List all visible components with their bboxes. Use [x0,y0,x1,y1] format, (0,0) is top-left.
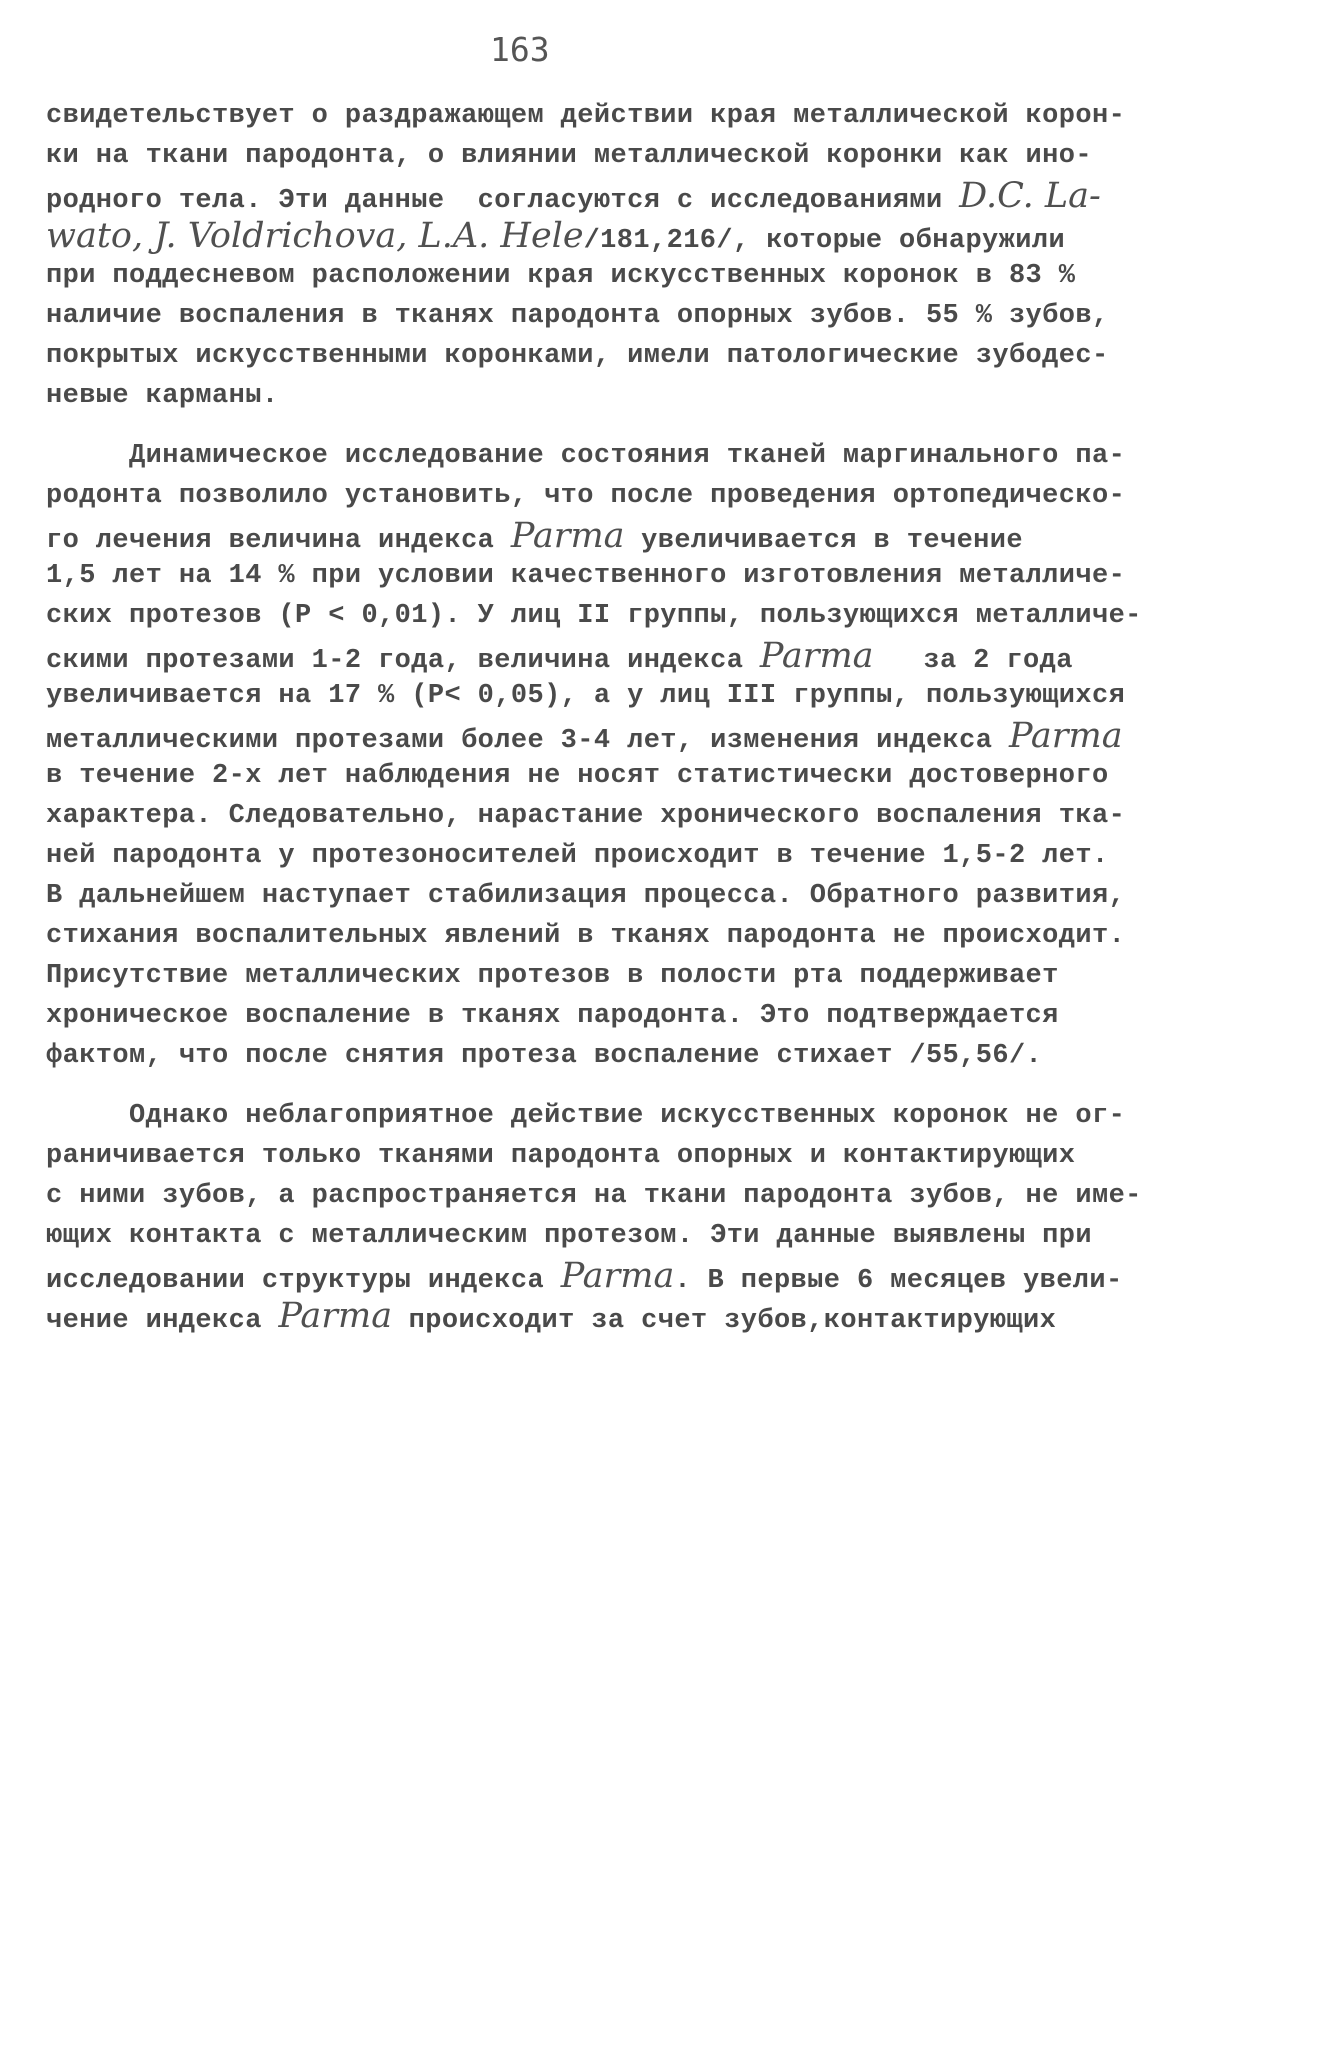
typed-text: невые карманы. [46,381,279,411]
typed-text: /181,216/, которые обнаружили [583,226,1066,256]
typed-text: за 2 года [873,646,1073,676]
handwritten-insert: Parma [560,1256,675,1296]
typed-text: го лечения величина индекса [46,526,511,556]
text-line [46,176,1286,216]
text-line [46,716,1286,756]
typed-text: родонта позволило установить, что после проведения ортопедическо- [46,481,1126,511]
typed-text: с ними зубов, а распространяется на ткани пародонта зубов, не име- [46,1181,1142,1211]
handwritten-insert: Parma [510,516,625,556]
typed-text: ющих контакта с металлическим протезом. Эти данные выявлены при [46,1221,1092,1251]
text-line [46,1096,1286,1136]
text-line [46,216,1286,256]
body-text [46,96,1286,1336]
text-line [46,1256,1286,1296]
typed-text: покрытых искусственными коронками, имели патологические зубодес- [46,341,1109,371]
handwritten-insert: wato, J. Voldrichova, L.A. Hele [46,216,584,256]
text-line [46,636,1286,676]
text-line [46,956,1286,996]
text-line [46,556,1286,596]
text-line [46,836,1286,876]
text-line [46,676,1286,716]
typed-text: Динамическое исследование состояния тканей маргинального па- [46,441,1126,471]
text-line [46,916,1286,956]
text-line [46,1176,1286,1216]
text-line [46,336,1286,376]
text-line [46,436,1286,476]
typed-text: увеличивается на 17 % (P< 0,05), а у лиц III группы, пользующихся [46,681,1126,711]
typed-text: ней пародонта у протезоносителей происходит в течение 1,5-2 лет. [46,841,1109,871]
text-line [46,996,1286,1036]
typed-text: раничивается только тканями пародонта опорных и контактирующих [46,1141,1076,1171]
page-number: 163 [490,30,550,69]
text-line [46,96,1286,136]
text-line [46,376,1286,416]
typed-text: увеличивается в течение [624,526,1023,556]
typed-text: металлическими протезами более 3-4 лет, изменения индекса [46,726,1009,756]
text-line [46,756,1286,796]
text-line [46,596,1286,636]
text-line [46,516,1286,556]
typed-text: при поддесневом расположении края искусственных коронок в 83 % [46,261,1076,291]
text-line [46,256,1286,296]
typed-text: Присутствие металлических протезов в полости рта поддерживает [46,961,1059,991]
handwritten-insert: Parma [1008,716,1123,756]
typed-text: чение индекса [46,1306,279,1336]
handwritten-insert: D.C. La- [959,176,1101,216]
typed-text: характера. Следовательно, нарастание хронического воспаления тка- [46,801,1126,831]
handwritten-insert: Parma [759,636,874,676]
text-line [46,1036,1286,1076]
typed-text: ских протезов (P < 0,01). У лиц II группы, пользующихся металличе- [46,601,1142,631]
typed-text: в течение 2-х лет наблюдения не носят статистически достоверного [46,761,1109,791]
typed-text: ки на ткани пародонта, о влиянии металлической коронки как ино- [46,141,1092,171]
typed-text: хроническое воспаление в тканях пародонта. Это подтверждается [46,1001,1059,1031]
text-line [46,1296,1286,1336]
text-line [46,876,1286,916]
typed-text: происходит за счет зубов,контактирующих [392,1306,1057,1336]
text-line [46,1136,1286,1176]
typed-text: Однако неблагоприятное действие искусственных коронок не ог- [46,1101,1126,1131]
text-line [46,1216,1286,1256]
typed-text: фактом, что после снятия протеза воспаление стихает /55,56/. [46,1041,1043,1071]
text-line [46,296,1286,336]
text-line [46,476,1286,516]
handwritten-insert: Parma [278,1296,393,1336]
typed-text: родного тела. Эти данные согласуются с исследованиями [46,186,960,216]
typed-text: исследовании структуры индекса [46,1266,561,1296]
typed-text: наличие воспаления в тканях пародонта опорных зубов. 55 % зубов, [46,301,1109,331]
typed-text: . В первые 6 месяцев увели- [674,1266,1123,1296]
typed-text: стихания воспалительных явлений в тканях пародонта не происходит. [46,921,1126,951]
text-line [46,136,1286,176]
typed-text: 1,5 лет на 14 % при условии качественного изготовления металличе- [46,561,1126,591]
typed-text: В дальнейшем наступает стабилизация процесса. Обратного развития, [46,881,1126,911]
text-line [46,796,1286,836]
typed-text: свидетельствует о раздражающем действии края металлической корон- [46,101,1126,131]
typed-text: скими протезами 1-2 года, величина индекса [46,646,760,676]
